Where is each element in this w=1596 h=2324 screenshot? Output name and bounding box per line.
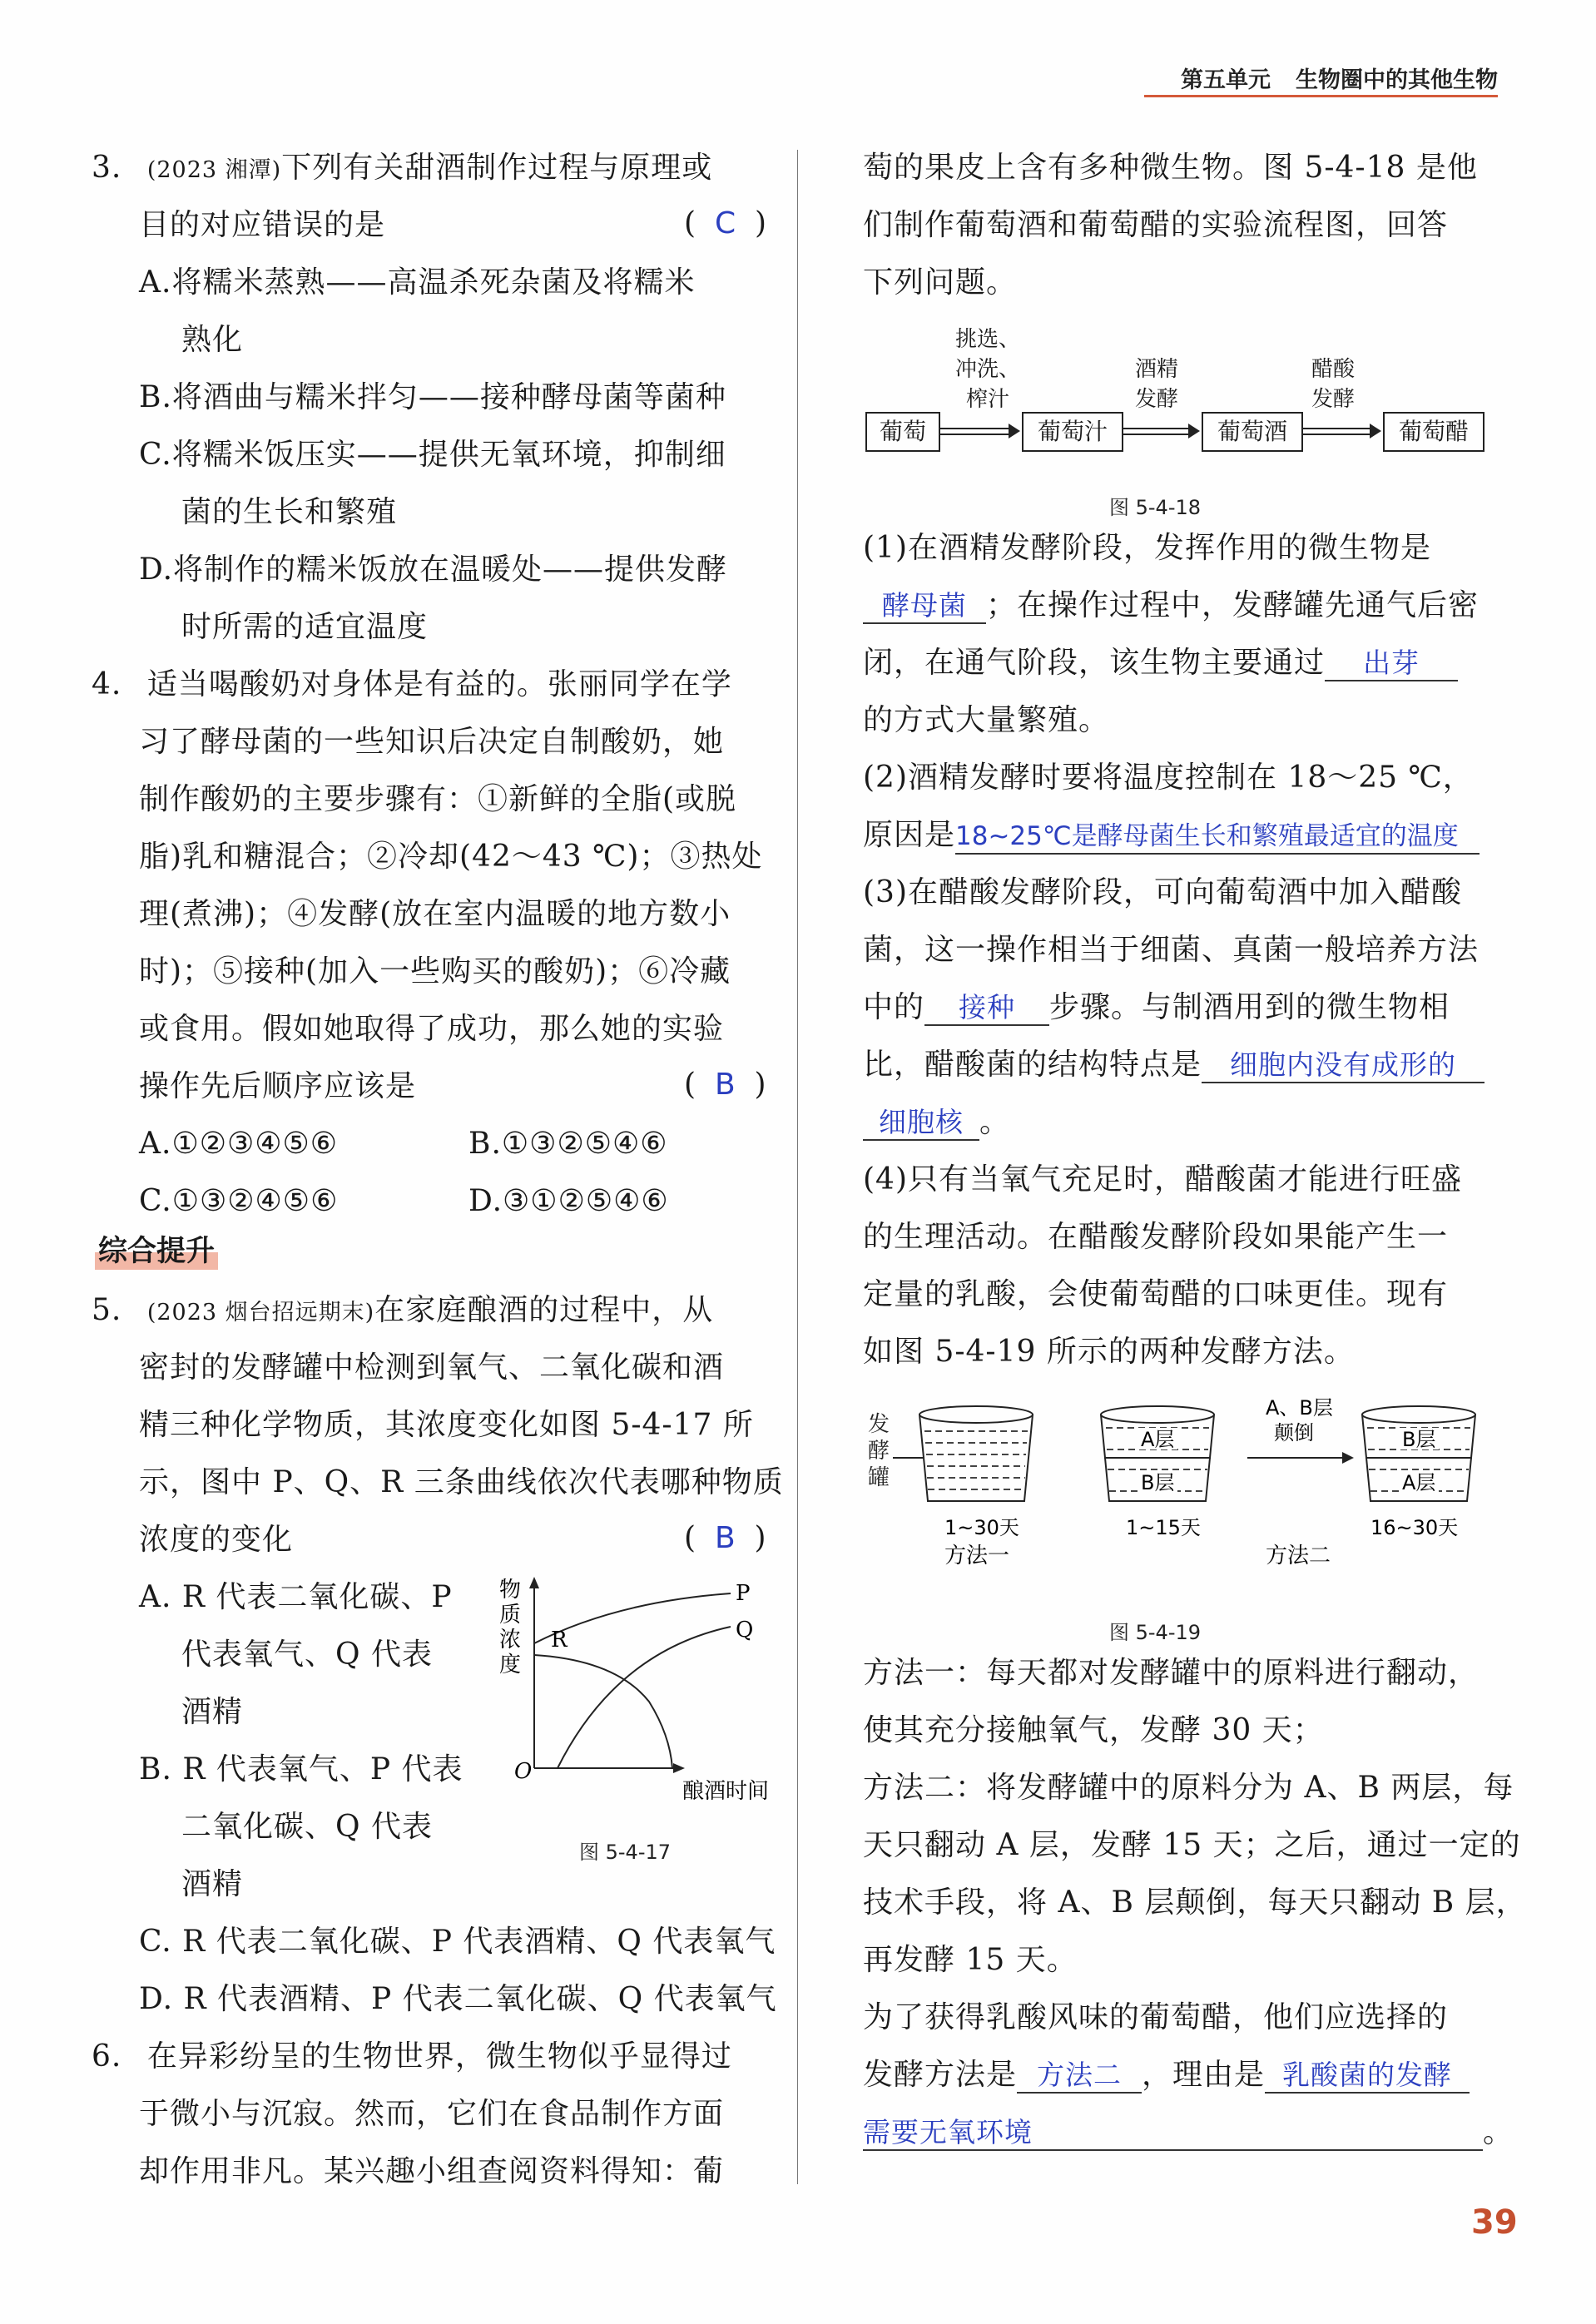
sub4-line-2: 的生理活动。在醋酸发酵阶段如果能产生一 [863,1220,1449,1254]
final-line-1: 为了获得乳酸风味的葡萄醋，他们应选择的 [863,2000,1449,2034]
q4-line-1: 4. 适当喝酸奶对身体是有益的。张丽同学在学 [92,667,732,701]
sub3-line-2: 菌，这一操作相当于细菌、真菌一般培养方法 [863,933,1480,967]
sub3-line-4: 比，醋酸菌的结构特点是 细胞内没有成形的 [863,1036,1484,1093]
sub1-line-2: 酵母菌 ；在操作过程中，发酵罐先通气后密 [863,577,1479,634]
q4-option-a: A.①②③④⑤⑥ [139,1127,339,1161]
sub1-answer-1: 酵母菌 [863,589,986,624]
fig17-label-p: P [736,1581,751,1606]
q5-option-b-cont-1: 二氧化碳、Q 代表 [181,1810,433,1844]
curve-r [534,1655,672,1768]
flow-step2-1: 酒精 [1134,357,1178,382]
q3-answer: C [714,206,736,240]
q3-option-a-cont: 熟化 [181,323,244,357]
q3-option-b: B.将酒曲与糯米拌匀——接种酵母菌等菌种 [139,380,726,414]
fig19-caption: 图 5-4-19 [1109,1621,1202,1644]
q6-line-1: 6. 在异彩纷呈的生物世界，微生物似乎显得过 [92,2039,732,2074]
q4-line-7: 或食用。假如她取得了成功，那么她的实验 [139,1012,725,1046]
q5-line-5: 浓度的变化 [139,1523,294,1557]
sub2-answer: 18~25℃是酵母菌生长和繁殖最适宜的温度 [955,820,1480,855]
tank-method-1 [919,1406,1033,1501]
fig19-t3-a: A层 [1402,1471,1436,1494]
fig17-xlabel: 酿酒时间 [682,1779,770,1804]
fig19-m1-days: 1~30天 [944,1516,1019,1539]
fig17-ylabel-2: 质 [499,1603,522,1628]
sub4-line-3: 定量的乳酸，会使葡萄醋的口味更佳。现有 [863,1277,1449,1311]
q4-option-d: D.③①②⑤④⑥ [468,1184,669,1218]
q4-line-5: 理(煮沸)；④发酵(放在室内温暖的地方数小 [139,897,731,931]
sub1-line-3: 闭，在通气阶段，该生物主要通过 出芽 [863,634,1458,691]
q6-line-2: 于微小与沉寂。然而，它们在食品制作方面 [139,2097,725,2131]
q5-option-a-cont-2: 酒精 [181,1695,244,1729]
q5-answer-paren: ( B ) [684,1521,766,1555]
q4-answer-paren: ( B ) [684,1068,766,1102]
q6-line-3: 却作用非凡。某兴趣小组查阅资料得知：葡 [139,2154,725,2188]
final-answer-1: 方法二 [1017,2059,1142,2094]
fig17-label-r: R [551,1628,568,1653]
q6-intro-3: 下列问题。 [863,265,1018,300]
q3-option-a: A.将糯米蒸熟——高温杀死杂菌及将糯米 [139,265,696,300]
sub2-line-2: 原因是18~25℃是酵母菌生长和繁殖最适宜的温度 [863,806,1480,864]
header-rule [1144,95,1498,97]
fig19-tank-label-2: 酵 [868,1439,890,1464]
flow-box-wine: 葡萄酒 [1202,412,1303,452]
q6-intro-2: 们制作葡萄酒和葡萄醋的实验流程图，回答 [863,208,1449,242]
fig17-origin: O [514,1759,533,1784]
fig17-caption: 图 5-4-17 [579,1841,672,1864]
fig19-m2-name: 方法二 [1266,1544,1331,1568]
sub3-answer-1: 接种 [924,991,1049,1026]
sub4-line-4: 如图 5-4-19 所示的两种发酵方法。 [863,1335,1355,1369]
fig17-ylabel-1: 物 [499,1578,522,1603]
method1-line-1: 方法一：每天都对发酵罐中的原料进行翻动， [863,1656,1480,1690]
page-header [1181,62,1498,94]
curve-q [558,1627,731,1768]
fig17-ylabel-4: 度 [499,1653,522,1677]
q4-answer: B [714,1068,736,1102]
q5-option-b-cont-2: 酒精 [181,1867,244,1901]
method2-line-1: 方法二：将发酵罐中的原料分为 A、B 两层，每 [863,1771,1514,1805]
q5-answer: B [714,1521,736,1555]
sub1-line-1: (1)在酒精发酵阶段，发挥作用的微生物是 [863,531,1431,565]
sub4-line-1: (4)只有当氧气充足时，醋酸菌才能进行旺盛 [863,1162,1462,1197]
sub1-answer-2: 出芽 [1325,647,1458,681]
q4-option-c: C.①③②④⑤⑥ [139,1184,339,1218]
page-number: 39 [1471,2203,1518,2242]
q4-line-3: 制作酸奶的主要步骤有：①新鲜的全脂(或脱 [139,782,737,816]
fig19-m2-days2: 16~30天 [1370,1516,1459,1539]
flow-box-grape: 葡萄 [865,412,940,452]
final-answer-2b: 需要无氧环境 [863,2116,1483,2151]
q5-option-d: D. R 代表酒精、P 代表二氧化碳、Q 代表氧气 [139,1982,777,2016]
sub3-line-5: 细胞核 。 [863,1093,1010,1151]
fig19-m1-name: 方法一 [944,1544,1010,1568]
method2-line-3: 技术手段，将 A、B 层颠倒，每天只翻动 B 层， [863,1885,1527,1920]
fig17-ylabel-3: 浓 [499,1628,522,1653]
fig19-t3-b: B层 [1402,1428,1436,1451]
method1-line-2: 使其充分接触氧气，发酵 30 天； [863,1713,1324,1747]
sub1-line-4: 的方式大量繁殖。 [863,703,1110,737]
sub3-line-1: (3)在醋酸发酵阶段，可向葡萄酒中加入醋酸 [863,875,1462,909]
q3-line-1: 3. (2023 湘潭)下列有关甜酒制作过程与原理或 [92,151,713,185]
header-title: 生物圈中的其他生物 [1296,67,1498,93]
figure-5-4-19 [863,1391,1504,1591]
q3-option-c-cont: 菌的生长和繁殖 [181,495,398,529]
sub3-line-3: 中的 接种 步骤。与制酒用到的微生物相 [863,990,1450,1024]
flow-step3-1: 醋酸 [1311,357,1355,382]
final-line-3: 需要无氧环境 。 [863,2115,1514,2149]
section-title: 综合提升 [95,1228,218,1270]
fig19-t2-a: A层 [1141,1428,1175,1451]
flow-box-juice: 葡萄汁 [1022,412,1123,452]
sub3-answer-2a: 细胞内没有成形的 [1202,1048,1484,1083]
q4-line-4: 脂)乳和糖混合；②冷却(42～43 ℃)；③热处 [139,840,763,874]
flow-step1-2: 冲洗、 [954,357,1020,382]
sub2-line-1: (2)酒精发酵时要将温度控制在 18～25 ℃， [863,761,1474,795]
q3-option-d-cont: 时所需的适宜温度 [181,610,429,644]
q4-option-b: B.①③②⑤④⑥ [468,1127,668,1161]
flow-step1-1: 挑选、 [954,327,1020,352]
fig18-caption: 图 5-4-18 [1109,496,1202,519]
q5-line-1: 5. (2023 烟台招远期末)在家庭酿酒的过程中，从 [92,1293,714,1327]
fig19-tank-label-3: 罐 [868,1465,890,1490]
fig19-t2-b: B层 [1141,1471,1175,1494]
method2-line-2: 天只翻动 A 层，发酵 15 天；之后，通过一定的 [863,1828,1521,1862]
fig19-swap-2: 颠倒 [1274,1421,1314,1444]
header-unit: 第五单元 [1181,67,1271,93]
fig17-label-q: Q [736,1618,754,1643]
q5-line-3: 精三种化学物质，其浓度变化如图 5-4-17 所 [139,1408,754,1442]
figure-5-4-17 [491,1568,791,1851]
q5-option-a: A. R 代表二氧化碳、P [139,1580,453,1614]
q6-intro-1: 萄的果皮上含有多种微生物。图 5-4-18 是他 [863,151,1478,185]
method2-line-4: 再发酵 15 天。 [863,1943,1078,1977]
q5-option-c: C. R 代表二氧化碳、P 代表酒精、Q 代表氧气 [139,1925,776,1959]
flow-box-vinegar: 葡萄醋 [1383,412,1484,452]
flow-step2-2: 发酵 [1134,387,1178,412]
q3-answer-paren: ( C ) [684,206,767,240]
q3-option-c: C.将糯米饭压实——提供无氧环境，抑制细 [139,438,726,472]
q5-option-a-cont-1: 代表氧气、Q 代表 [181,1638,433,1672]
flow-step1-3: 榨汁 [965,387,1009,412]
final-line-2: 发酵方法是 方法二 ，理由是 乳酸菌的发酵 [863,2046,1470,2103]
sub3-answer-2b: 细胞核 [863,1106,979,1141]
fig19-swap-1: A、B层 [1266,1396,1333,1420]
q4-line-6: 时)；⑤接种(加入一些购买的酸奶)；⑥冷藏 [139,954,731,989]
fig19-tank-label-1: 发 [868,1412,890,1437]
q5-line-4: 示，图中 P、Q、R 三条曲线依次代表哪种物质 [139,1465,784,1499]
q4-line-8: 操作先后顺序应该是 [139,1069,417,1103]
final-answer-2a: 乳酸菌的发酵 [1265,2059,1470,2094]
q4-line-2: 习了酵母菌的一些知识后决定自制酸奶，她 [139,725,725,759]
fig19-m2-days1: 1~15天 [1126,1516,1201,1539]
q3-line-2: 目的对应错误的是 [139,208,386,242]
flow-step3-2: 发酵 [1311,387,1355,412]
q3-option-d: D.将制作的糯米饭放在温暖处——提供发酵 [139,553,728,587]
flow-arrows [939,412,1388,452]
column-divider [797,150,798,2184]
q5-line-2: 密封的发酵罐中检测到氧气、二氧化碳和酒 [139,1350,725,1385]
q5-option-b: B. R 代表氧气、P 代表 [139,1752,463,1786]
